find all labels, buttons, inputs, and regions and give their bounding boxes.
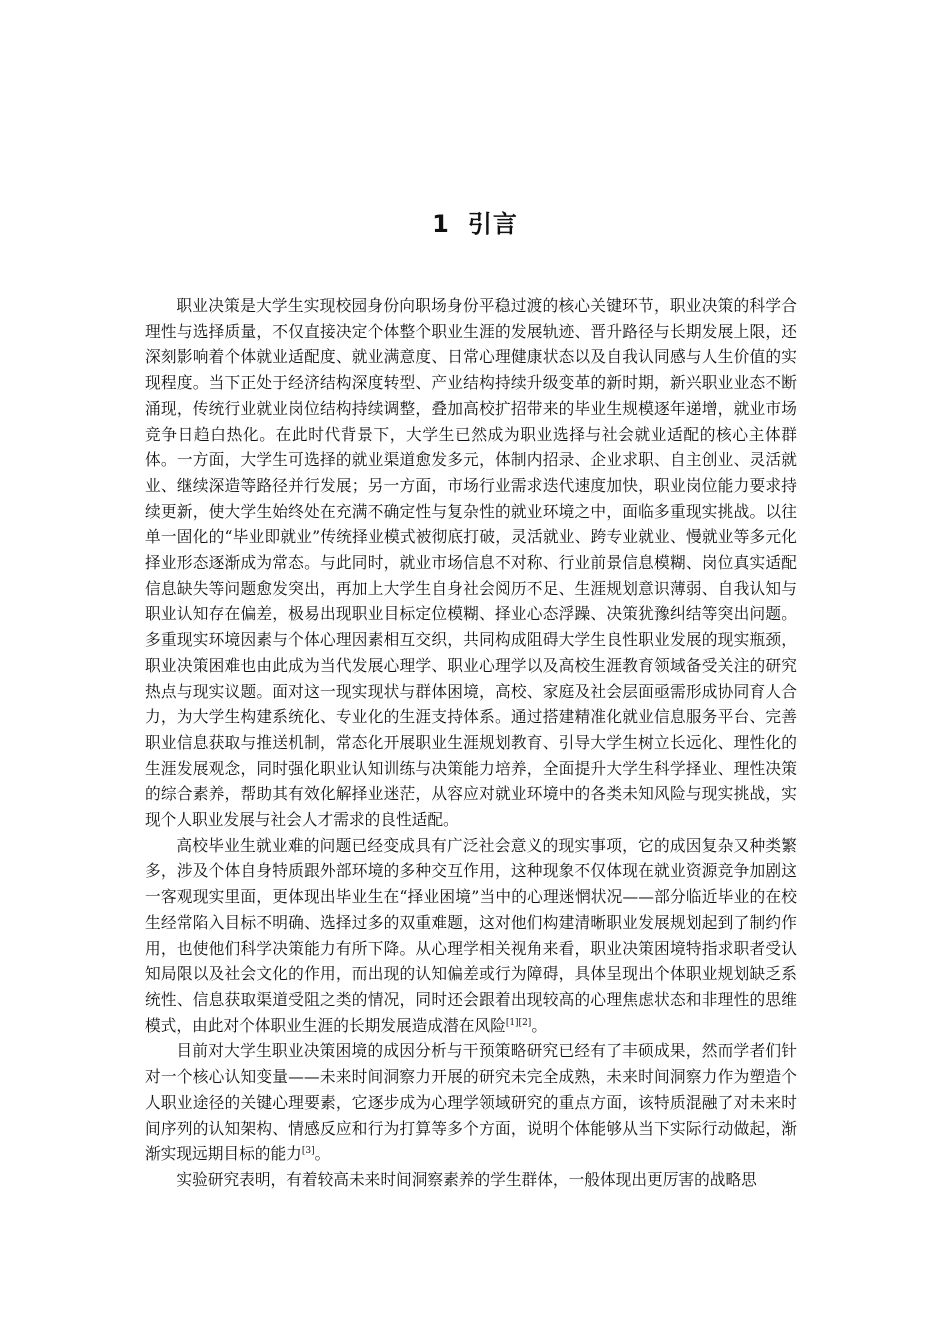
section-number: 1 — [432, 210, 450, 239]
paragraph-text: 职业决策是大学生实现校园身份向职场身份平稳过渡的核心关键环节，职业决策的科学合理性与选择质量，不仅直接决定个体整个职业生涯的发展轨迹、晋升路径与长期发展上限，还深刻影响着个体就业适配度、就业满意度、日常心理健康状态以及自我认同感与人生价值的实现程度。当下正处于经济结构深度转型、产业结构持续升级变革的新时期，新兴职业业态不断涌现，传统行业就业岗位结构持续调整，叠加高校扩招带来的毕业生规模逐年递增，就业市场竞争日趋白热化。在此时代背景下，大学生已然成为职业选择与社会就业适配的核心主体群体。一方面，大学生可选择的就业渠道愈发多元，体制内招录、企业求职、自主创业、灵活就业、继续深造等路径并行发展；另一方面，市场行业需求迭代速度加快，职业岗位能力要求持续更新，使大学生始终处在充满不确定性与复杂性的就业环境之中，面临多重现实挑战。以往单一固化的“毕业即就业”传统择业模式被彻底打破，灵活就业、跨专业就业、慢就业等多元化择业形态逐渐成为常态。与此同时，就业市场信息不对称、行业前景信息模糊、岗位真实适配信息缺失等问题愈发突出，再加上大学生自身社会阅历不足、生涯规划意识薄弱、自我认知与职业认知存在偏差，极易出现职业目标定位模糊、择业心态浮躁、决策犹豫纠结等突出问题。多重现实环境因素与个体心理因素相互交织，共同构成阻碍大学生良性职业发展的现实瓶颈，职业决策困难也由此成为当代发展心理学、职业心理学以及高校生涯教育领域备受关注的研究热点与现实议题。面对这一现实现状与群体困境，高校、家庭及社会层面亟需形成协同育人合力，为大学生构建系统化、专业化的生涯支持体系。通过搭建精准化就业信息服务平台、完善职业信息获取与推送机制，常态化开展职业生涯规划教育、引导大学生树立长远化、理性化的生涯发展观念，同时强化职业认知训练与决策能力培养，全面提升大学生科学择业、理性决策的综合素养，帮助其有效化解择业迷茫，从容应对就业环境中的各类未知风险与现实挑战，实现个人职业发展与社会人才需求的良性适配。 — [145, 296, 797, 830]
paragraph-text: 高校毕业生就业难的问题已经变成具有广泛社会意义的现实事项，它的成因复杂又种类繁多，涉及个体自身特质跟外部环境的多种交互作用，这种现象不仅体现在就业资源竞争加剧这一客观现实里面，更体现出毕业生在“择业困境”当中的心理迷惘状况——部分临近毕业的在校生经常陷入目标不明确、选择过多的双重难题，这对他们构建清晰职业发展规划起到了制约作用，也使他们科学决策能力有所下降。从心理学相关视角来看，职业决策困境特指求职者受认知局限以及社会文化的作用，而出现的认知偏差或行为障碍，具体呈现出个体职业规划缺乏系统性、信息获取渠道受阻之类的情况，同时还会跟着出现较高的心理焦虑状态和非理性的思维模式，由此对个体职业生涯的长期发展造成潜在风险 — [145, 835, 797, 1035]
citation: [3] — [301, 1145, 315, 1156]
section-heading — [0, 204, 950, 239]
paragraph-text: 目前对大学生职业决策困境的成因分析与干预策略研究已经有了丰硕成果，然而学者们针对一个核心认知变量——未来时间洞察力开展的研究未完全成熟，未来时间洞察力作为塑造个人职业途径的关键心理要素，它逐步成为心理学领域研究的重点方面，该特质混融了对未来时间序列的认知架构、情感反应和行为打算等多个方面，说明个体能够从当下实际行动做起，渐渐实现远期目标的能力 — [145, 1041, 797, 1164]
paragraph — [145, 293, 797, 833]
paragraph — [145, 1038, 797, 1167]
paragraph-tail: 。 — [531, 1015, 547, 1035]
section-title: 引言 — [467, 210, 518, 239]
paragraph — [145, 1167, 797, 1193]
body-text — [145, 293, 797, 1193]
paragraph-tail: 。 — [314, 1144, 331, 1164]
paragraph-text: 实验研究表明，有着较高未来时间洞察素养的学生群体，一般体现出更厉害的战略思 — [176, 1169, 757, 1189]
citation: [1][2] — [505, 1017, 532, 1028]
paragraph — [145, 833, 797, 1039]
